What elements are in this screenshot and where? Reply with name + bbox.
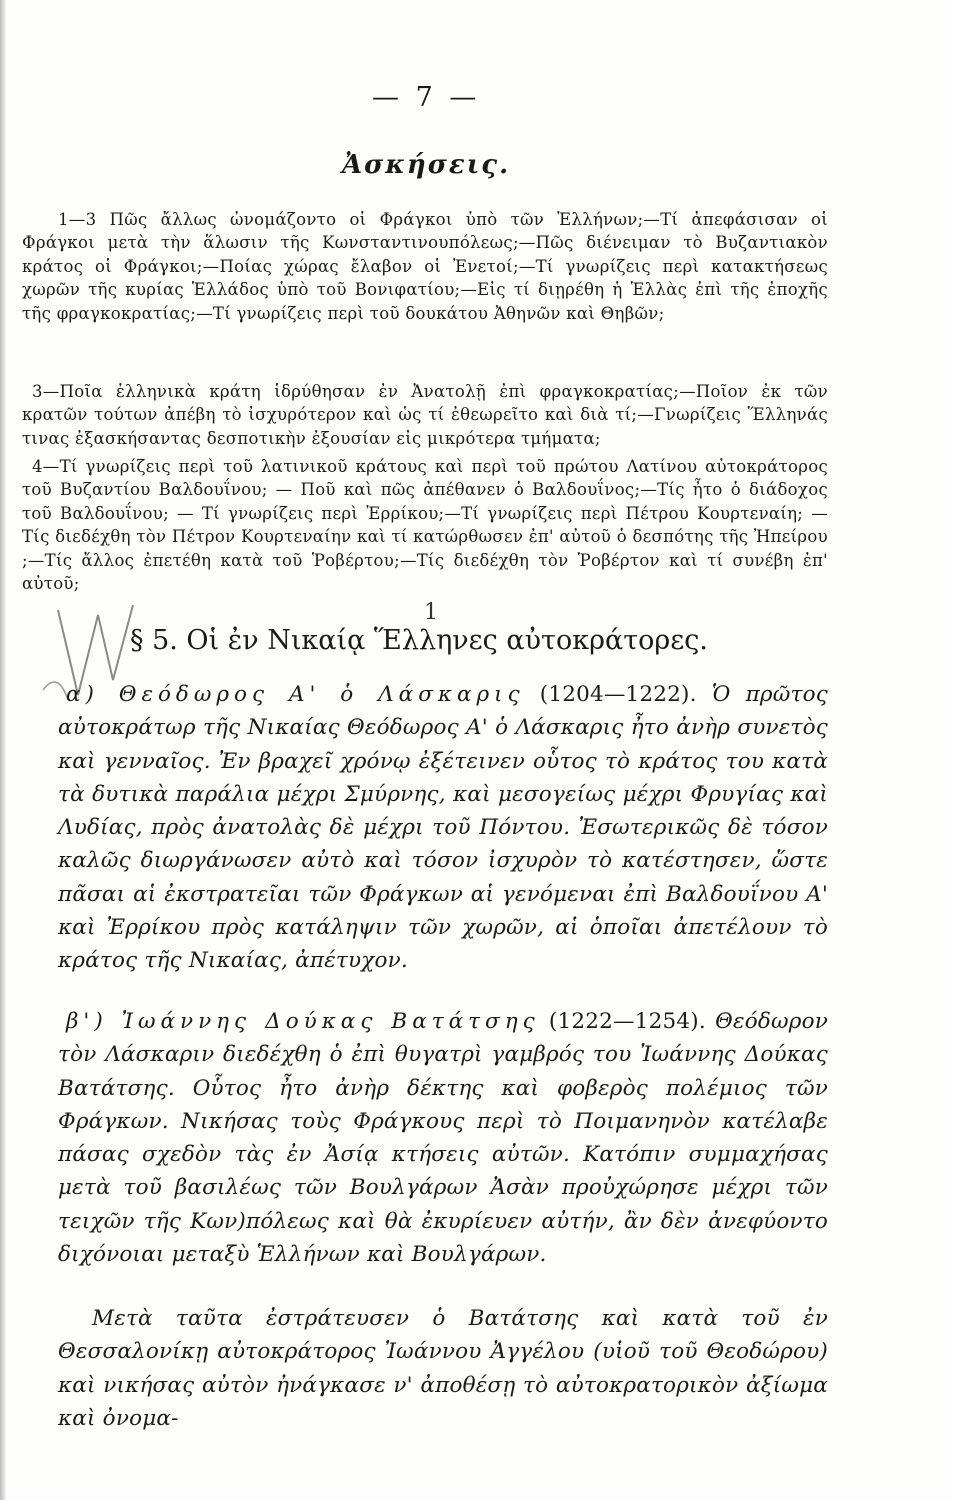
paragraph-text: Ὁ πρῶτος αὐτοκράτωρ τῆς Νικαίας Θεόδωρος Α' ὁ Λάσκαρις ἦτο ἀνὴρ συνετὸς καὶ γενναῖος. Ἐν βραχεῖ χρόνῳ ἐξέτεινεν οὗτος τὸ κράτος του κατὰ τὰ δυτικὰ παράλια μέχρι Σμύρνης, καὶ μεσογείως μέχρι Φρυγίας καὶ Λυδίας, πρὸς ἀνατολὰς δὲ μέχρι τοῦ Πόντου. Ἐσωτερικῶς δὲ τόσον καλῶς διωργάνωσεν αὐτὸ καὶ τόσον ἰσχυρὸν τὸ κατέστησεν, ὥστε πᾶσαι αἱ ἐκστρατεῖαι τῶν Φράγκων αἱ γενόμεναι ἐπὶ Βαλδουΐνου Α' καὶ Ἐρρίκου πρὸς κατάληψιν τῶν χωρῶν, αἱ ὁποῖαι ἀπετέλουν τὸ κράτος τῆς Νικαίας, ἀπέτυχον.	[58, 682, 828, 974]
paragraph-text: Θεόδωρον τὸν Λάσκαριν διεδέχθη ὁ ἐπὶ θυγατρὶ γαμβρός του Ἰωάννης Δούκας Βατάτσης. Οὗτος ἦτο ἀνὴρ δέκτης καὶ φοβερὸς πολέμιος τῶν Φράγκων. Νικήσας τοὺς Φράγκους περὶ τὸ Ποιμανηνὸν κατέλαβε πάσας σχεδὸν τὰς ἐν Ἀσίᾳ κτήσεις αὐτῶν. Κατόπιν συμμαχήσας μετὰ τοῦ βασιλέως τῶν Βουλγάρων Ἀσὰν προὐχώρησε μέχρι τῶν τειχῶν τῆς Κων)πόλεως καὶ θὰ ἐκυρίευεν αὐτήν, ἂν δὲν ἀνεφύοντο διχόνοιαι μεταξὺ Ἑλλήνων καὶ Βουλγάρων.	[58, 1009, 828, 1268]
exercises-heading: Ἀσκήσεις.	[342, 150, 511, 180]
paragraph-dates: (1222—1254).	[548, 1009, 706, 1034]
page-number: — 7 —	[372, 82, 481, 113]
exercise-group-1-3: 1—3 Πῶς ἄλλως ὠνομάζοντο οἱ Φράγκοι ὑπὸ τῶν Ἑλλήνων;—Τί ἀπεφάσισαν οἱ Φράγκοι μετὰ τὴν ἅλωσιν τῆς Κωνσταντινουπόλεως;—Πῶς διένειμαν τὸ Βυζαντιακὸν κράτος οἱ Φράγκοι;—Ποίας χώρας ἔλαβον οἱ Ἐνετοί;—Τί γνωρίζεις περὶ κατακτήσεως χωρῶν τῆς κυρίας Ἑλλάδος ὑπὸ τοῦ Βονιφατίου;—Εἰς τί διῃρέθη ἡ Ἑλλὰς ἐπὶ τῆς ἐποχῆς τῆς φραγκοκρατίας;—Τί γνωρίζεις περὶ τοῦ δουκάτου Ἀθηνῶν καὶ Θηβῶν;	[22, 210, 828, 323]
section-heading: § 5. Οἱ ἐν Νικαίᾳ Ἕλληνες αὐτοκράτορες.	[130, 625, 708, 656]
section-margin-mark: 1	[424, 600, 438, 625]
page-edge-shadow	[0, 0, 6, 1500]
paragraph-lead: β') Ἰωάννης Δούκας Βατάτσης	[66, 1009, 540, 1034]
paragraph-john-vatatzes	[58, 1005, 828, 1271]
paragraph-dates: (1204—1222).	[539, 682, 697, 707]
exercise-group-4: 4—Τί γνωρίζεις περὶ τοῦ λατινικοῦ κράτους καὶ περὶ τοῦ πρώτου Λατίνου αὐτοκράτορος τοῦ Βυζαντίου Βαλδουΐνου; — Ποῦ καὶ πῶς ἀπέθανεν ὁ Βαλδουΐνος;—Τίς ἦτο ὁ διάδοχος τοῦ Βαλδουΐνου; — Τί γνωρίζεις περὶ Ἐρρίκου;—Τί γνωρίζεις περὶ Πέτρου Κουρτεναίη; — Τίς διεδέχθη τὸν Πέτρον Κουρτεναίην καὶ τί κατώρθωσεν ἐπ' αὐτοῦ ὁ δεσπότης τῆς Ἠπείρου ;—Τίς ἄλλος ἐπετέθη κατὰ τοῦ Ῥοβέρτου;—Τίς διεδέχθη τὸν Ῥοβέρτον καὶ τί συνέβη ἐπ' αὐτοῦ;	[22, 457, 828, 594]
exercise-group-3: 3—Ποῖα ἑλληνικὰ κράτη ἱδρύθησαν ἐν Ἀνατολῇ ἐπὶ φραγκοκρατίας;—Ποῖον ἐκ τῶν κρατῶν τούτων ἀπέβη τὸ ἰσχυρότερον καὶ ὡς τί ἐθεωρεῖτο καὶ διὰ τί;—Γνωρίζεις Ἕλληνάς τινας ἐξασκήσαντας δεσποτικὴν ἐξουσίαν εἰς μικρότερα τμήματα;	[22, 382, 828, 448]
paragraph-theodore-laskaris	[58, 678, 828, 978]
paragraph-lead: α) Θεόδωρος Α' ὁ Λάσκαρις	[66, 682, 525, 707]
paragraph-campaign-thessaloniki: Μετὰ ταῦτα ἐστράτευσεν ὁ Βατάτσης καὶ κατὰ τοῦ ἐν Θεσσαλονίκῃ αὐτοκράτορος Ἰωάννου Ἀγγέλου (υἱοῦ τοῦ Θεοδώρου) καὶ νικήσας αὐτὸν ἠνάγκασε ν' ἀποθέσῃ τὸ αὐτοκρατορικὸν ἀξίωμα καὶ ὀνομα-	[58, 1306, 828, 1431]
